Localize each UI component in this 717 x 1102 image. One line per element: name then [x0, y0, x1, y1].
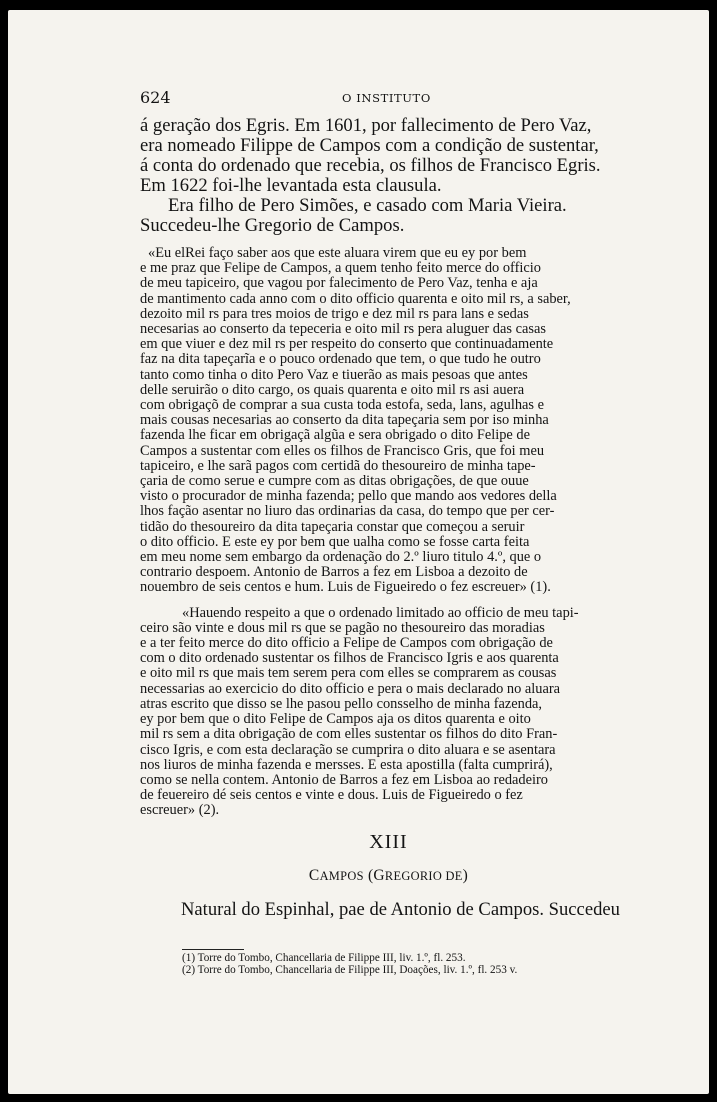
quote-line: escreuer» (2). [140, 802, 220, 819]
title-initial: C [308, 866, 320, 884]
page-number: 624 [140, 88, 171, 107]
quote-line: ceiro são vinte e dous mil rs que se pagão no thesoureiro das moradias [140, 619, 545, 636]
quote-line: em meu nome sem embargo da ordenação do 2.º liuro titulo 4.º, que o [140, 549, 542, 566]
quote-line: e oito mil rs que mais tem serem pera com elles se comprarem as cousas [140, 665, 557, 682]
quote-line: tanto como tinha o dito Pero Vaz e tiuerão as mais pesoas que antes [140, 366, 528, 383]
quote-line: nos liuros de minha fazenda e mersses. E esta apostilla (falta cumprirá), [140, 756, 553, 773]
quote-line: Campos a sustentar com elles os filhos de Francisco Gris, que foi meu [140, 442, 545, 459]
quote-line: çaria de como serue e cumpre com as ditas obrigações, de que ouue [140, 473, 529, 490]
page-header [140, 88, 637, 110]
quote-line: em que viuer e dez mil rs per respeito do conserto que continuadamente [140, 336, 554, 353]
quote-line: com o dito ordenado sustentar os filhos de Francisco Igris e aos quarenta [140, 650, 559, 667]
quote-line: mil rs sem a dita obrigação de com elles sustentar os filhos do dito Fran- [140, 726, 558, 743]
section-opening-line: Natural do Espinhal, pae de Antonio de Campos. Succedeu [181, 898, 620, 920]
footnote-rule [182, 949, 244, 950]
quote-line: cisco Igris, e com esta declaração se cumprira o dito aluara e se asentara [140, 741, 556, 758]
quote-line: de meu tapiceiro, que vagou por falecimento de Pero Vaz, tenha e aja [140, 275, 538, 292]
text-line: á conta do ordenado que recebia, os filhos de Francisco Egris. [140, 155, 601, 176]
section-title [140, 867, 637, 885]
text-line: Era filho de Pero Simões, e casado com Maria Vieira. [168, 195, 567, 216]
title-small-caps: REGORIO DE [384, 868, 463, 883]
quote-line: lhos fação asentar no liuro das ordinarias da casa, do tempo que per cer- [140, 503, 555, 520]
page-content [140, 88, 637, 977]
quote-line: tidão do thesoureiro da dita tapeçaria constar que começou a seruir [140, 518, 525, 535]
title-paren-close: ) [462, 866, 469, 884]
quote-line: faz na dita tapeçarĩa e o pouco ordenado que tem, o que tudo he outro [140, 351, 541, 368]
quote-line: nouembro de seis centos e hum. Luis de Figueiredo o fez escreuer» (1). [140, 579, 551, 596]
quote-line: como se nella contem. Antonio de Barros a fez em Lisboa ao redadeiro [140, 771, 548, 788]
quote-line: de mantimento cada anno com o dito officio quarenta e oito mil rs, a saber, [140, 290, 571, 307]
quoted-document-one [140, 246, 637, 596]
quote-line: «Hauendo respeito a que o ordenado limitado ao officio de meu tapi- [182, 604, 579, 621]
quote-line: e a ter feito merce do dito officio a Felipe de Campos com obrigação de [140, 635, 553, 652]
quote-line: dezoito mil rs para tres moios de trigo e dez mil rs para lans e sedas [140, 305, 529, 322]
quote-line: ey por bem que o dito Felipe de Campos aja os ditos quarenta e oito [140, 711, 531, 728]
text-line: era nomeado Filippe de Campos com a condição de sustentar, [140, 135, 599, 156]
quote-line: visto o procurador de minha fazenda; pello que mando aos vedores della [140, 488, 557, 505]
lead-paragraph [140, 116, 637, 236]
quote-line: com obrigaçõ de comprar a sua custa toda estofa, seda, lans, agulhas e [140, 397, 544, 414]
footnote: (1) Torre do Tombo, Chancellaria de Filippe III, liv. 1.º, fl. 253. [182, 951, 466, 964]
quote-line: atras escrito que disso se lhe pasou pello consselho de minha fazenda, [140, 695, 543, 712]
section-numeral: XIII [369, 830, 408, 853]
text-line: Em 1622 foi-lhe levantada esta clausula. [140, 175, 442, 196]
title-small-caps: AMPOS [319, 868, 364, 883]
title-paren-open: ( [363, 866, 374, 884]
title-initial: G [373, 866, 385, 884]
quote-line: «Eu elRei faço saber aos que este aluara virem que eu ey por bem [148, 245, 527, 261]
quote-line: de feuereiro dé seis centos e vinte e dous. Luis de Figueiredo o fez [140, 787, 523, 804]
text-line: á geração dos Egris. Em 1601, por fallecimento de Pero Vaz, [140, 115, 592, 136]
quote-line: delle seruirão o dito cargo, os quais quarenta e oito mil rs asi auera [140, 381, 525, 398]
quote-line: contrario despoem. Antonio de Barros a fez em Lisboa a dezoito de [140, 564, 528, 581]
quote-line: necessarias ao exercicio do dito officio e pera o mais declarado no aluara [140, 680, 561, 697]
quote-line: e me praz que Felipe de Campos, a quem tenho feito merce do officio [140, 260, 541, 277]
text-line: Succedeu-lhe Gregorio de Campos. [140, 215, 405, 236]
quoted-document-two [140, 606, 637, 819]
quote-line: fazenda lhe ficar em obrigaçã algũa e sera obrigado o dito Felipe de [140, 427, 530, 444]
footnote: (2) Torre do Tombo, Chancellaria de Filippe III, Doações, liv. 1.º, fl. 253 v. [182, 964, 518, 977]
footnotes [140, 952, 637, 977]
quote-line: necesarias ao conserto da tepeceria e oito mil rs pera aluguer das casas [140, 321, 546, 338]
running-head: O INSTITUTO [342, 91, 431, 105]
quote-line: mais cousas necesarias ao conserto da dita tapeçaria sem por iso minha [140, 412, 549, 429]
quote-line: o dito officio. E este ey por bem que ualha como se fosse carta feita [140, 533, 530, 550]
quote-line: tapiceiro, e lhe sarã pagos com certidã do thesoureiro de minha tape- [140, 457, 536, 474]
